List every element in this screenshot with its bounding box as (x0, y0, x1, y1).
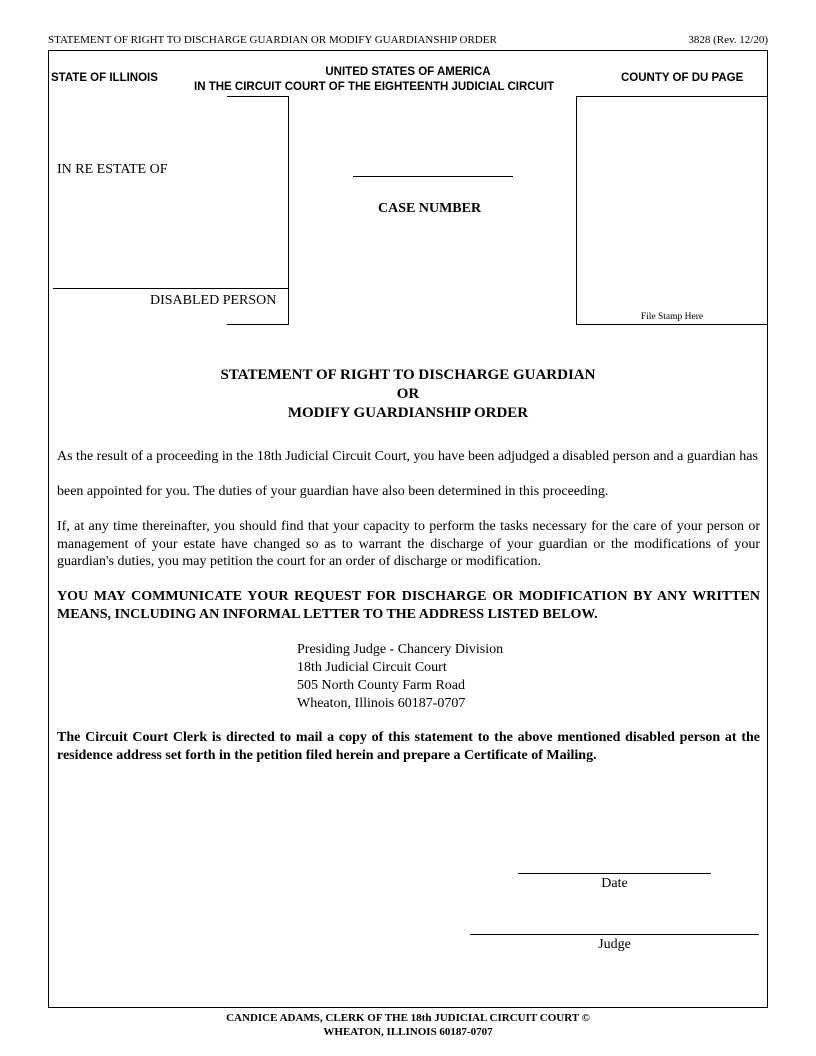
case-number-line (353, 176, 513, 177)
document-title-line3: MODIFY GUARDIANSHIP ORDER (287, 405, 529, 421)
document-title-line2: OR (396, 386, 420, 402)
paragraph-capacity: If, at any time thereinafter, you should find that your capacity to perform the tasks necessary for the care of your person or management of your estate have changed so as to warrant the discharge of your guardian or the modifications of your guardian's duties, you may petition the court for an order of discharge or modification. (57, 519, 760, 569)
file-stamp-label: File Stamp Here (640, 312, 704, 322)
caption-name-line (53, 288, 289, 289)
paragraph-clerk-directive: The Circuit Court Clerk is directed to mail a copy of this statement to the above mentioned disabled person at the residence address set forth in the petition filed herein and prepare a Certificate of Mailing. (57, 730, 760, 763)
address-line-4: Wheaton, Illinois 60187-0707 (297, 696, 466, 711)
paragraph-adjudged-line1: As the result of a proceeding in the 18th Judicial Circuit Court, you have been adjudged a disabled person and a guardian has (57, 449, 758, 464)
judge-signature-line (470, 934, 759, 935)
caption-right-border (288, 96, 289, 325)
judge-label: Judge (598, 937, 631, 952)
paragraph-adjudged-line2: been appointed for you. The duties of your guardian have also been determined in this proceeding. (57, 484, 609, 499)
document-title-line1: STATEMENT OF RIGHT TO DISCHARGE GUARDIAN (220, 367, 596, 383)
county-label: COUNTY OF DU PAGE (621, 72, 744, 84)
caption-bottom-line (227, 324, 289, 325)
in-re-estate-label: IN RE ESTATE OF (57, 162, 168, 177)
form-number: 3828 (Rev. 12/20) (688, 34, 768, 46)
caption-top-line (227, 96, 288, 97)
disabled-person-label: DISABLED PERSON (150, 293, 277, 308)
date-signature-line (518, 873, 711, 874)
address-line-3: 505 North County Farm Road (297, 678, 465, 693)
address-line-1: Presiding Judge - Chancery Division (297, 642, 504, 657)
circuit-label: IN THE CIRCUIT COURT OF THE EIGHTEENTH JUDICIAL CIRCUIT (194, 81, 555, 93)
footer-clerk-line: CANDICE ADAMS, CLERK OF THE 18th JUDICIAL CIRCUIT COURT © (226, 1012, 590, 1024)
file-stamp-box (576, 96, 768, 325)
state-label: STATE OF ILLINOIS (51, 72, 158, 84)
case-number-label: CASE NUMBER (378, 201, 482, 216)
form-title-header: STATEMENT OF RIGHT TO DISCHARGE GUARDIAN OR MODIFY GUARDIANSHIP ORDER (48, 34, 497, 46)
country-label: UNITED STATES OF AMERICA (325, 66, 491, 78)
address-line-2: 18th Judicial Circuit Court (297, 660, 447, 675)
date-label: Date (601, 876, 628, 891)
paragraph-communicate-request: YOU MAY COMMUNICATE YOUR REQUEST FOR DISCHARGE OR MODIFICATION BY ANY WRITTEN MEANS, INCLUDING AN INFORMAL LETTER TO THE ADDRESS LISTED BELOW. (57, 589, 760, 622)
footer-address-line: WHEATON, ILLINOIS 60187-0707 (323, 1026, 493, 1038)
